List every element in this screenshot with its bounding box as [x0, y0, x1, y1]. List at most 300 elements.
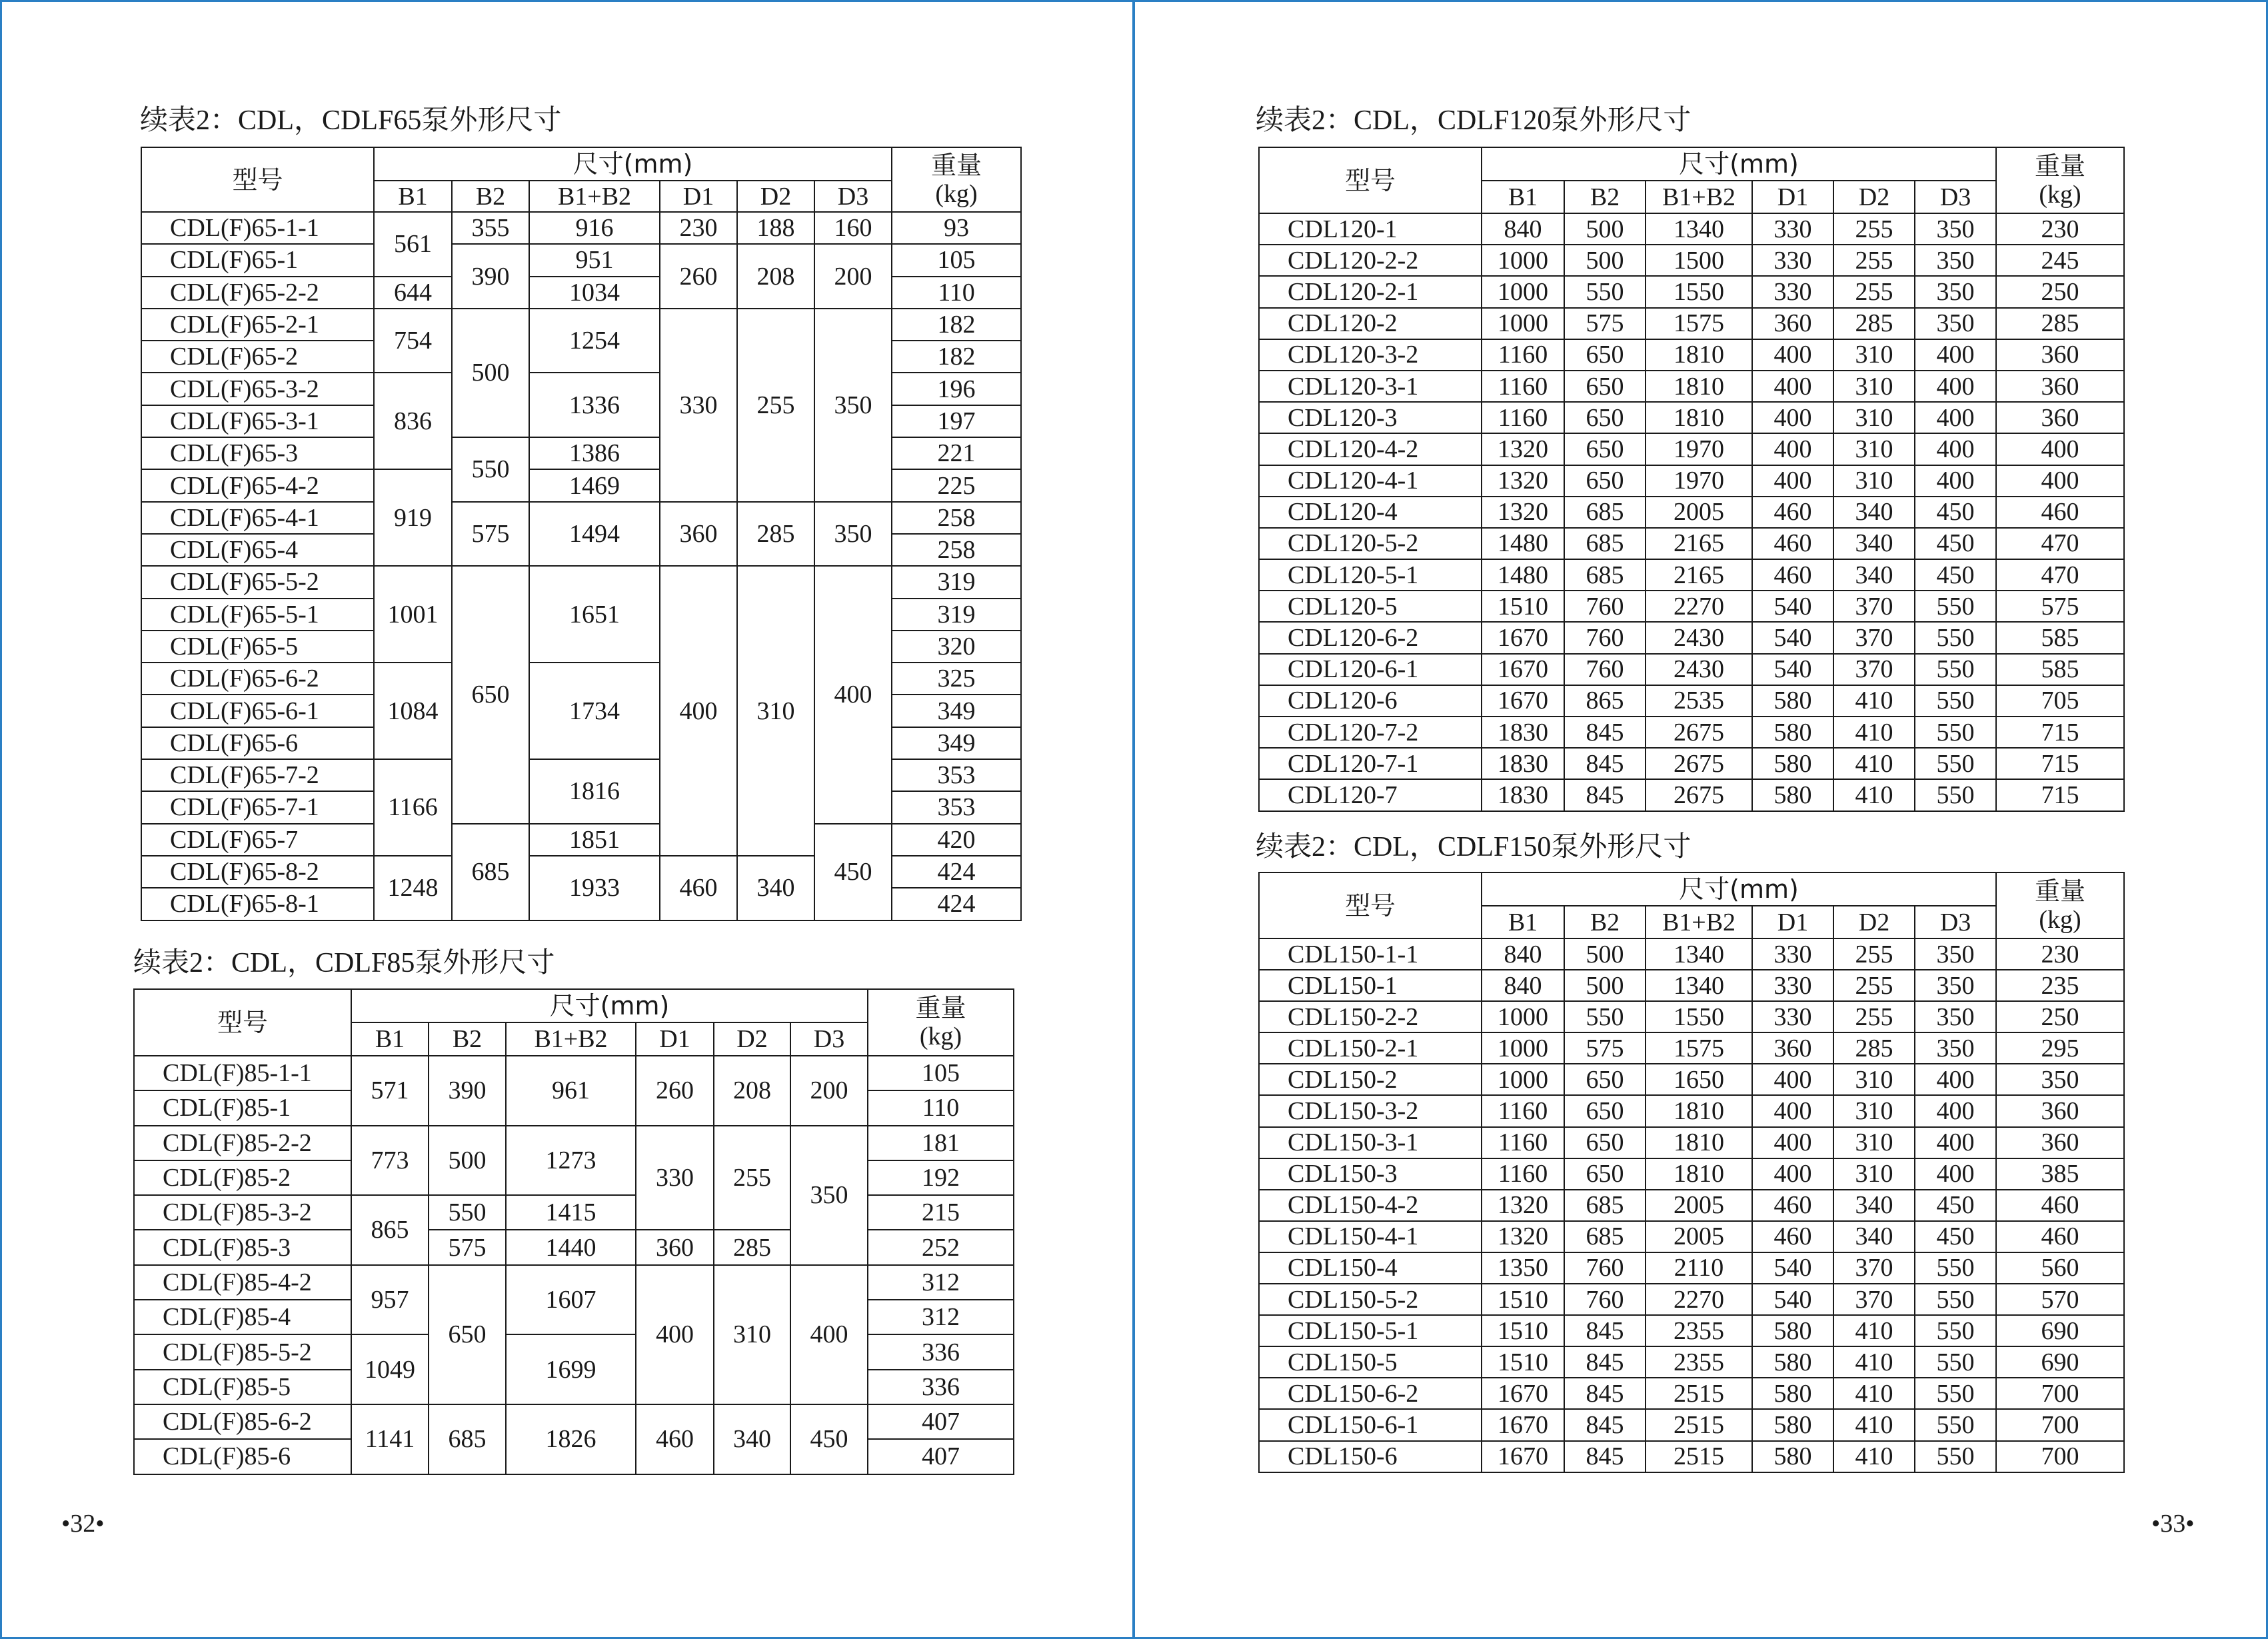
b2-cell: 575	[429, 1230, 506, 1264]
model-cell: CDL150-2-1	[1259, 1032, 1482, 1064]
header-d2: D2	[714, 1022, 790, 1056]
header-weight-unit: (kg)	[935, 179, 978, 208]
d3-cell: 400	[1915, 371, 1996, 402]
b2-cell: 650	[1564, 1158, 1646, 1190]
d1-cell: 460	[1752, 1190, 1833, 1221]
weight-cell: 252	[868, 1230, 1014, 1264]
weight-cell: 570	[1996, 1284, 2124, 1315]
model-cell: CDL(F)65-7	[141, 824, 374, 856]
d3-cell: 450	[790, 1404, 868, 1474]
d1-cell: 330	[1752, 938, 1833, 970]
header-weight-label: 重量	[915, 994, 966, 1022]
sum-cell: 1469	[529, 469, 660, 501]
d3-cell: 400	[1915, 1127, 1996, 1158]
b2-cell: 760	[1564, 1284, 1646, 1315]
b1-cell: 1670	[1482, 1378, 1564, 1409]
table-row	[134, 1056, 1014, 1090]
header-b1: B1	[1482, 181, 1564, 213]
b1-cell: 1510	[1482, 1284, 1564, 1315]
d2-cell: 188	[737, 212, 814, 244]
sum-cell: 1810	[1646, 1095, 1752, 1126]
header-d1: D1	[636, 1022, 714, 1056]
d1-cell: 540	[1752, 1252, 1833, 1284]
b2-cell: 845	[1564, 1315, 1646, 1346]
d2-cell: 310	[1833, 339, 1915, 371]
sum-cell: 2165	[1646, 559, 1752, 591]
b2-cell: 685	[429, 1404, 506, 1474]
table-row	[141, 309, 1021, 341]
b1-cell: 754	[374, 309, 452, 373]
model-cell: CDL150-5-2	[1259, 1284, 1482, 1315]
sum-cell: 2515	[1646, 1409, 1752, 1440]
model-cell: CDL(F)65-3	[141, 437, 374, 469]
table-row	[1259, 1252, 2124, 1284]
model-cell: CDL120-4-1	[1259, 465, 1482, 497]
header-d2: D2	[1833, 906, 1915, 938]
sum-cell: 1415	[506, 1195, 636, 1230]
model-cell: CDL120-6	[1259, 685, 1482, 717]
d3-cell: 350	[814, 309, 892, 502]
sum-cell: 1734	[529, 663, 660, 759]
header-weight-unit: (kg)	[2039, 905, 2081, 934]
d1-cell: 360	[1752, 308, 1833, 339]
model-cell: CDL150-5-1	[1259, 1315, 1482, 1346]
table-row	[1259, 433, 2124, 465]
b1-cell: 1670	[1482, 622, 1564, 653]
model-cell: CDL150-4	[1259, 1252, 1482, 1284]
table-row	[134, 1230, 1014, 1264]
d1-cell: 400	[1752, 339, 1833, 371]
table-row	[1259, 465, 2124, 497]
sum-cell: 2270	[1646, 1284, 1752, 1315]
header-size: 尺寸(mm)	[1482, 147, 1996, 181]
sum-cell: 1340	[1646, 938, 1752, 970]
model-cell: CDL120-2-2	[1259, 245, 1482, 276]
model-cell: CDL(F)65-7-1	[141, 791, 374, 823]
sum-cell: 2535	[1646, 685, 1752, 717]
header-weight	[868, 989, 1014, 1056]
weight-cell: 585	[1996, 622, 2124, 653]
b1-cell: 1830	[1482, 779, 1564, 811]
d1-cell: 580	[1752, 717, 1833, 748]
header-d3: D3	[814, 181, 892, 212]
d3-cell: 550	[1915, 685, 1996, 717]
d1-cell: 400	[1752, 465, 1833, 497]
table-row	[1259, 779, 2124, 811]
d3-cell: 400	[1915, 1095, 1996, 1126]
header-d3: D3	[1915, 906, 1996, 938]
table-row	[134, 1404, 1014, 1439]
d1-cell: 580	[1752, 1409, 1833, 1440]
weight-cell: 319	[892, 566, 1021, 598]
d1-cell: 400	[1752, 1064, 1833, 1095]
sum-cell: 1254	[529, 309, 660, 373]
b1-cell: 1670	[1482, 654, 1564, 685]
b1-cell: 1320	[1482, 1221, 1564, 1252]
b2-cell: 760	[1564, 654, 1646, 685]
table-row	[1259, 622, 2124, 653]
d1-cell: 540	[1752, 591, 1833, 622]
model-cell: CDL(F)85-3	[134, 1230, 351, 1264]
weight-cell: 700	[1996, 1409, 2124, 1440]
b2-cell: 685	[1564, 1190, 1646, 1221]
d1-cell: 230	[660, 212, 737, 244]
model-cell: CDL120-5-2	[1259, 528, 1482, 559]
weight-cell: 385	[1996, 1158, 2124, 1190]
table-row	[1259, 402, 2124, 433]
b1-cell: 1141	[351, 1404, 429, 1474]
b2-cell: 685	[1564, 1221, 1646, 1252]
d2-cell: 370	[1833, 591, 1915, 622]
header-b1b2: B1+B2	[1646, 181, 1752, 213]
b1-cell: 1510	[1482, 591, 1564, 622]
d2-cell: 340	[1833, 1221, 1915, 1252]
b2-cell: 650	[452, 566, 529, 823]
sum-cell: 2675	[1646, 748, 1752, 779]
d2-cell: 255	[1833, 245, 1915, 276]
d2-cell: 410	[1833, 748, 1915, 779]
b2-cell: 845	[1564, 1409, 1646, 1440]
weight-cell: 470	[1996, 528, 2124, 559]
model-cell: CDL150-1	[1259, 970, 1482, 1001]
model-cell: CDL150-6-1	[1259, 1409, 1482, 1440]
b2-cell: 650	[429, 1265, 506, 1404]
weight-cell: 196	[892, 373, 1021, 405]
table-row	[1259, 213, 2124, 245]
weight-cell: 250	[1996, 1001, 2124, 1032]
model-cell: CDL150-1-1	[1259, 938, 1482, 970]
sum-cell: 1336	[529, 373, 660, 437]
d3-cell: 550	[1915, 748, 1996, 779]
model-cell: CDL120-3-2	[1259, 339, 1482, 371]
model-cell: CDL120-6-1	[1259, 654, 1482, 685]
b1-cell: 644	[374, 277, 452, 309]
sum-cell: 1699	[506, 1334, 636, 1404]
sum-cell: 1550	[1646, 276, 1752, 307]
d1-cell: 330	[1752, 970, 1833, 1001]
model-cell: CDL(F)85-5	[134, 1370, 351, 1404]
b2-cell: 685	[1564, 528, 1646, 559]
d1-cell: 260	[660, 244, 737, 309]
b1-cell: 773	[351, 1126, 429, 1196]
weight-cell: 295	[1996, 1032, 2124, 1064]
b2-cell: 845	[1564, 1378, 1646, 1409]
b1-cell: 1510	[1482, 1315, 1564, 1346]
b1-cell: 1000	[1482, 308, 1564, 339]
d3-cell: 550	[1915, 779, 1996, 811]
table-row	[1259, 1221, 2124, 1252]
weight-cell: 700	[1996, 1441, 2124, 1472]
model-cell: CDL(F)85-5-2	[134, 1334, 351, 1369]
b2-cell: 845	[1564, 748, 1646, 779]
d3-cell: 200	[814, 244, 892, 309]
b1-cell: 1000	[1482, 1001, 1564, 1032]
weight-cell: 285	[1996, 308, 2124, 339]
b1-cell: 919	[374, 469, 452, 566]
d2-cell: 410	[1833, 1409, 1915, 1440]
sum-cell: 2430	[1646, 622, 1752, 653]
model-cell: CDL(F)65-6	[141, 727, 374, 759]
b1-cell: 836	[374, 373, 452, 469]
d1-cell: 580	[1752, 1378, 1833, 1409]
table-150	[1258, 872, 2125, 1473]
weight-cell: 585	[1996, 654, 2124, 685]
model-cell: CDL150-3-2	[1259, 1095, 1482, 1126]
d2-cell: 255	[737, 309, 814, 502]
sum-cell: 1650	[1646, 1064, 1752, 1095]
b2-cell: 575	[1564, 1032, 1646, 1064]
header-weight-unit: (kg)	[919, 1022, 962, 1050]
model-cell: CDL(F)65-7-2	[141, 759, 374, 791]
weight-cell: 400	[1996, 433, 2124, 465]
d1-cell: 580	[1752, 1315, 1833, 1346]
d1-cell: 580	[1752, 1441, 1833, 1472]
d3-cell: 350	[1915, 276, 1996, 307]
model-cell: CDL120-1	[1259, 213, 1482, 245]
sum-cell: 2675	[1646, 779, 1752, 811]
page-number-left: •32•	[61, 1510, 105, 1538]
weight-cell: 258	[892, 534, 1021, 566]
weight-cell: 360	[1996, 1127, 2124, 1158]
b2-cell: 845	[1564, 779, 1646, 811]
d2-cell: 410	[1833, 1378, 1915, 1409]
weight-cell: 424	[892, 856, 1021, 888]
sum-cell: 1340	[1646, 970, 1752, 1001]
header-model: 型号	[1259, 147, 1482, 213]
d1-cell: 400	[1752, 433, 1833, 465]
b2-cell: 685	[1564, 559, 1646, 591]
header-b1b2: B1+B2	[1646, 906, 1752, 938]
header-d3: D3	[790, 1022, 868, 1056]
b1-cell: 865	[351, 1195, 429, 1265]
table-row	[141, 824, 1021, 856]
header-b1b2: B1+B2	[529, 181, 660, 212]
model-cell: CDL(F)65-8-2	[141, 856, 374, 888]
sum-cell: 1550	[1646, 1001, 1752, 1032]
table-row	[134, 1265, 1014, 1300]
weight-cell: 250	[1996, 276, 2124, 307]
b2-cell: 550	[452, 437, 529, 502]
d3-cell: 350	[1915, 213, 1996, 245]
sum-cell: 2515	[1646, 1441, 1752, 1472]
d2-cell: 340	[1833, 497, 1915, 528]
header-model: 型号	[134, 989, 351, 1056]
header-b1: B1	[351, 1022, 429, 1056]
header-b2: B2	[1564, 181, 1646, 213]
sum-cell: 1810	[1646, 339, 1752, 371]
b1-cell: 1320	[1482, 465, 1564, 497]
b1-cell: 1670	[1482, 685, 1564, 717]
d2-cell: 255	[1833, 938, 1915, 970]
table-85	[133, 988, 1014, 1475]
model-cell: CDL(F)65-4	[141, 534, 374, 566]
b2-cell: 500	[1564, 245, 1646, 276]
b2-cell: 685	[452, 824, 529, 920]
d3-cell: 400	[1915, 465, 1996, 497]
d2-cell: 285	[1833, 1032, 1915, 1064]
d1-cell: 580	[1752, 748, 1833, 779]
d2-cell: 410	[1833, 717, 1915, 748]
weight-cell: 360	[1996, 402, 2124, 433]
b2-cell: 650	[1564, 1127, 1646, 1158]
model-cell: CDL120-7-2	[1259, 717, 1482, 748]
header-d3: D3	[1915, 181, 1996, 213]
weight-cell: 705	[1996, 685, 2124, 717]
weight-cell: 715	[1996, 748, 2124, 779]
b1-cell: 840	[1482, 213, 1564, 245]
table-row	[1259, 1378, 2124, 1409]
header-model: 型号	[1259, 872, 1482, 938]
weight-cell: 424	[892, 888, 1021, 920]
d2-cell: 310	[1833, 433, 1915, 465]
b2-cell: 760	[1564, 622, 1646, 653]
b2-cell: 650	[1564, 433, 1646, 465]
weight-cell: 349	[892, 727, 1021, 759]
sum-cell: 2355	[1646, 1346, 1752, 1378]
table-row	[1259, 497, 2124, 528]
b1-cell: 1160	[1482, 1127, 1564, 1158]
weight-cell: 258	[892, 502, 1021, 534]
table-row	[134, 1195, 1014, 1230]
sum-cell: 2355	[1646, 1315, 1752, 1346]
b2-cell: 650	[1564, 1095, 1646, 1126]
model-cell: CDL150-3	[1259, 1158, 1482, 1190]
sum-cell: 2430	[1646, 654, 1752, 685]
model-cell: CDL150-5	[1259, 1346, 1482, 1378]
b2-cell: 390	[429, 1056, 506, 1126]
sum-cell: 1810	[1646, 371, 1752, 402]
weight-cell: 700	[1996, 1378, 2124, 1409]
header-b1b2: B1+B2	[506, 1022, 636, 1056]
d1-cell: 540	[1752, 1284, 1833, 1315]
d1-cell: 400	[1752, 1127, 1833, 1158]
d3-cell: 550	[1915, 1252, 1996, 1284]
sum-cell: 1575	[1646, 1032, 1752, 1064]
weight-cell: 349	[892, 695, 1021, 727]
weight-cell: 312	[868, 1300, 1014, 1334]
d2-cell: 410	[1833, 1315, 1915, 1346]
d3-cell: 400	[1915, 433, 1996, 465]
sum-cell: 916	[529, 212, 660, 244]
sum-cell: 1933	[529, 856, 660, 920]
b2-cell: 550	[1564, 276, 1646, 307]
model-cell: CDL(F)85-4	[134, 1300, 351, 1334]
b1-cell: 1320	[1482, 1190, 1564, 1221]
model-cell: CDL(F)65-4-1	[141, 502, 374, 534]
table-row	[141, 502, 1021, 534]
weight-cell: 320	[892, 631, 1021, 663]
header-b2: B2	[452, 181, 529, 212]
header-b2: B2	[1564, 906, 1646, 938]
model-cell: CDL(F)65-4-2	[141, 469, 374, 501]
model-cell: CDL(F)65-3-1	[141, 405, 374, 437]
d2-cell: 255	[1833, 1001, 1915, 1032]
b2-cell: 650	[1564, 1064, 1646, 1095]
table-row	[1259, 559, 2124, 591]
d2-cell: 255	[1833, 970, 1915, 1001]
header-d1: D1	[1752, 181, 1833, 213]
d1-cell: 460	[1752, 528, 1833, 559]
model-cell: CDL120-5-1	[1259, 559, 1482, 591]
model-cell: CDL120-6-2	[1259, 622, 1482, 653]
model-cell: CDL(F)65-8-1	[141, 888, 374, 920]
model-cell: CDL(F)85-6	[134, 1439, 351, 1474]
model-cell: CDL(F)65-2-2	[141, 277, 374, 309]
weight-cell: 110	[892, 277, 1021, 309]
sum-cell: 1810	[1646, 402, 1752, 433]
b1-cell: 1160	[1482, 1158, 1564, 1190]
header-size: 尺寸(mm)	[1482, 872, 1996, 906]
table-row	[1259, 1284, 2124, 1315]
b2-cell: 575	[452, 502, 529, 567]
d3-cell: 400	[1915, 402, 1996, 433]
model-cell: CDL120-2	[1259, 308, 1482, 339]
d2-cell: 310	[1833, 402, 1915, 433]
d1-cell: 360	[636, 1230, 714, 1264]
weight-cell: 230	[1996, 938, 2124, 970]
table-row	[141, 244, 1021, 276]
model-cell: CDL(F)85-4-2	[134, 1265, 351, 1300]
model-cell: CDL150-6-2	[1259, 1378, 1482, 1409]
table-row	[1259, 308, 2124, 339]
model-cell: CDL(F)85-1-1	[134, 1056, 351, 1090]
weight-cell: 110	[868, 1090, 1014, 1125]
table-row	[1259, 339, 2124, 371]
d2-cell: 310	[737, 566, 814, 856]
b2-cell: 500	[429, 1126, 506, 1196]
b1-cell: 840	[1482, 970, 1564, 1001]
weight-cell: 360	[1996, 339, 2124, 371]
b2-cell: 650	[1564, 371, 1646, 402]
d1-cell: 330	[1752, 276, 1833, 307]
header-weight-label: 重量	[930, 151, 982, 180]
d3-cell: 550	[1915, 1284, 1996, 1315]
weight-cell: 325	[892, 663, 1021, 695]
sum-cell: 1851	[529, 824, 660, 856]
weight-cell: 312	[868, 1265, 1014, 1300]
table-row	[1259, 1095, 2124, 1126]
model-cell: CDL120-3-1	[1259, 371, 1482, 402]
b2-cell: 500	[452, 309, 529, 437]
sum-cell: 1575	[1646, 308, 1752, 339]
d3-cell: 400	[1915, 339, 1996, 371]
weight-cell: 182	[892, 309, 1021, 341]
b1-cell: 1160	[1482, 339, 1564, 371]
sum-cell: 1810	[1646, 1127, 1752, 1158]
weight-cell: 353	[892, 759, 1021, 791]
b1-cell: 1830	[1482, 717, 1564, 748]
d3-cell: 200	[790, 1056, 868, 1126]
d3-cell: 550	[1915, 654, 1996, 685]
b1-cell: 1320	[1482, 497, 1564, 528]
d2-cell: 310	[714, 1265, 790, 1404]
weight-cell: 182	[892, 341, 1021, 373]
b1-cell: 561	[374, 212, 452, 277]
weight-cell: 400	[1996, 465, 2124, 497]
d3-cell: 400	[814, 566, 892, 823]
table-row	[1259, 1158, 2124, 1190]
d2-cell: 310	[1833, 1095, 1915, 1126]
model-cell: CDL150-4-1	[1259, 1221, 1482, 1252]
header-size: 尺寸(mm)	[351, 989, 868, 1022]
d3-cell: 350	[790, 1126, 868, 1265]
b2-cell: 760	[1564, 591, 1646, 622]
b2-cell: 845	[1564, 717, 1646, 748]
d3-cell: 160	[814, 212, 892, 244]
model-cell: CDL(F)85-3-2	[134, 1195, 351, 1230]
model-cell: CDL120-2-1	[1259, 276, 1482, 307]
b2-cell: 685	[1564, 497, 1646, 528]
